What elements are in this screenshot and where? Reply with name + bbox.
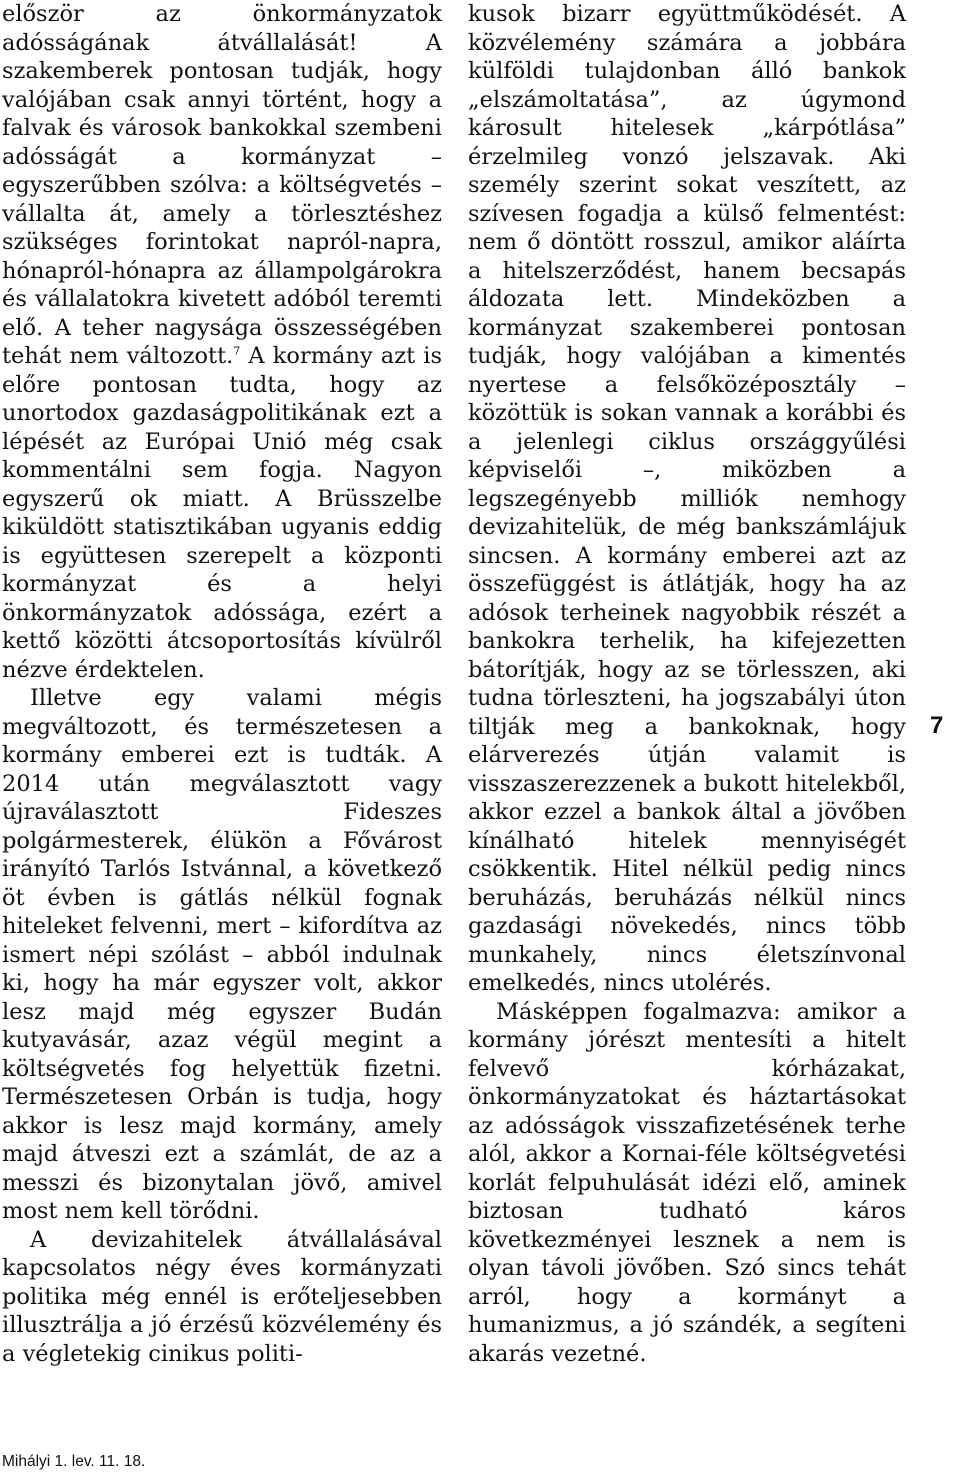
page-number: 7 [930, 712, 944, 739]
right-text-column [468, 0, 906, 1368]
paragraph: A devizahitelek átvállalásával kapcsolatos négy éves kormányzati politika még ennél is erőteljesebben illusztrálja a jó érzésű közvélemény és a végletekig cinikus politi- [2, 1226, 442, 1367]
left-text-column [2, 0, 442, 1368]
paragraph-text: A kormány azt is előre pontosan tudta, hogy az unortodox gazdaságpolitikának ezt a lépését az Európai Unió még csak kommentálni sem fogja. Nagyon egyszerű ok miatt. A Brüsszelbe kiküldött statisztikában ugyanis eddig is együttesen szerepelt a központi kormányzat és a helyi önkormányzatok adóssága, ezért a kettő közötti átcsoportosítás kívülről nézve érdektelen. [2, 343, 442, 683]
paragraph: kusok bizarr együttműködését. A közvélemény számára a jobbára külföldi tulajdonban álló bankok „elszámoltatása”, az úgymond károsult hitelesek „kárpótlása” érzelmileg vonzó jelszavak. Aki személy szerint sokat veszített, az szívesen fogadja a külső felmentést: nem ő döntött rosszul, amikor aláírta a hitelszerződést, hanem becsapás áldozata lett. Mindeközben a kormányzat szakemberei pontosan tudják, hogy valójában a kimentés nyertese a felsőközéposztály – közöttük is sokan vannak a korábbi és a jelenlegi ciklus országgyűlési képviselői –, miközben a legszegényebb milliók nemhogy devizahitelük, de még bankszámlájuk sincsen. A kormány emberei azt az összefüggést is átlátják, hogy ha az adósok terheinek nagyobbik részét a bankokra terhelik, ha kifejezetten bátorítják, hogy az se törlesszen, aki tudna törleszteni, ha jogszabályi úton tiltják meg a bankoknak, hogy elárverezés útján valamit is visszaszerezzenek a bukott hitelekből, akkor ezzel a bankok által a jövőben kínálható hitelek mennyiségét csökkentik. Hitel nélkül pedig nincs beruházás, beruházás nélkül nincs gazdasági növekedés, nincs több munkahely, nincs életszínvonal emelkedés, nincs utolérés. [468, 1, 906, 996]
paragraph: Illetve egy valami mégis megváltozott, és természetesen a kormány emberei ezt is tudták. A 2014 után megválasztott vagy újraválasztott Fideszes polgármesterek, élükön a Fővárost irányító Tarlós Istvánnal, a következő öt évben is gátlás nélkül fognak hiteleket felvenni, mert – kifordítva az ismert népi szólást – abból indulnak ki, hogy ha már egyszer volt, akkor lesz majd még egyszer Budán kutyavásár, azaz végül megint a költségvetés fog helyettük fizetni. Természetesen Orbán is tudja, hogy akkor is lesz majd kormány, amely majd átveszi ezt a számlát, de az a messzi és bizonytalan jövő, amivel most nem kell törődni. [2, 685, 442, 1224]
footnote-reference[interactable]: 7 [233, 344, 241, 358]
paragraph: Másképpen fogalmazva: amikor a kormány jórészt mentesíti a hitelt felvevő kórházakat, önkormányzatokat és háztartásokat az adósságok visszafizetésének terhe alól, akkor a Kornai-féle költségvetési korlát felpuhulását idézi elő, aminek biztosan tudható káros következményei lesznek a nem is olyan távoli jövőben. Szó sincs tehát arról, hogy a kormányt a humanizmus, a jó szándék, a segíteni akarás vezetné. [468, 998, 906, 1367]
running-footer: Mihályi 1. lev. 11. 18. [2, 1453, 146, 1470]
paragraph [2, 0, 442, 684]
paragraph-text: először az önkormányzatok adósságának átvállalását! A szakemberek pontosan tudják, hogy valójában csak annyi történt, hogy a falvak és városok bankokkal szembeni adósságát a kormányzat – egyszerűbben szólva: a költségvetés – vállalta át, amely a törlesztéshez szükséges forintokat napról-napra, hónapról-hónapra az állampolgárokra és vállalatokra kivetett adóból teremti elő. A teher nagysága összességében tehát nem változott. [2, 1, 442, 369]
